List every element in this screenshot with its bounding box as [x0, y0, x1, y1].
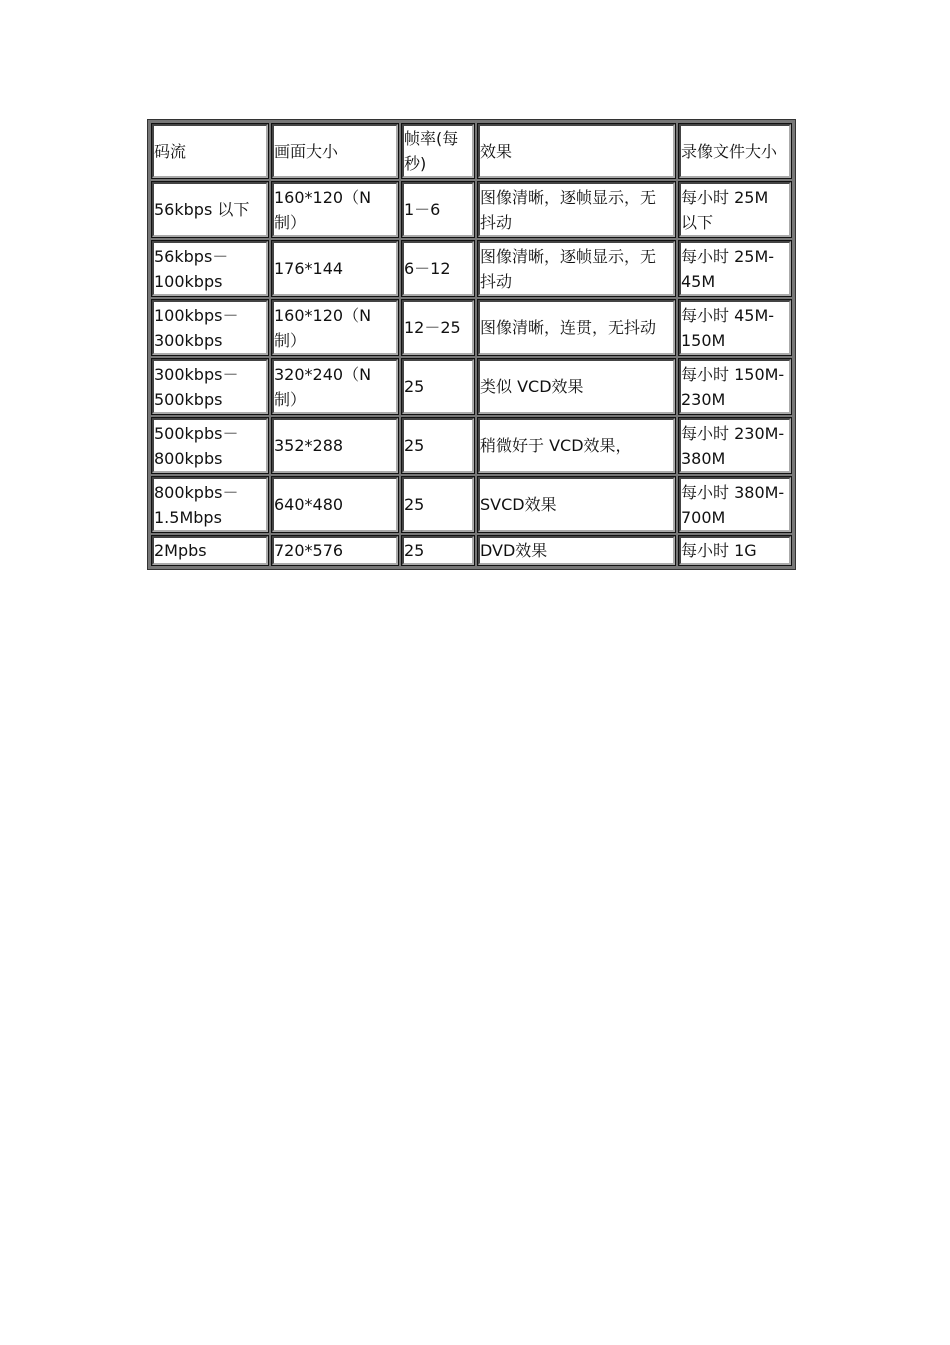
cell-file-size: 每小时 25M-45M	[679, 241, 791, 296]
header-resolution: 画面大小	[272, 124, 398, 178]
cell-framerate: 25	[402, 418, 474, 473]
cell-effect: SVCD效果	[478, 477, 675, 532]
header-framerate: 帧率(每秒)	[402, 124, 474, 178]
cell-file-size: 每小时 380M-700M	[679, 477, 791, 532]
cell-resolution: 160*120（N制）	[272, 300, 398, 355]
cell-effect: 图像清晰，逐帧显示，无抖动	[478, 182, 675, 237]
cell-framerate: 25	[402, 477, 474, 532]
table-row	[152, 182, 791, 237]
header-effect: 效果	[478, 124, 675, 178]
table-row	[152, 241, 791, 296]
cell-resolution: 160*120（N制）	[272, 182, 398, 237]
cell-bitrate: 2Mpbs	[152, 536, 268, 565]
table-header-row	[152, 124, 791, 178]
cell-resolution: 176*144	[272, 241, 398, 296]
table-row	[152, 359, 791, 414]
cell-framerate: 6－12	[402, 241, 474, 296]
cell-framerate: 25	[402, 359, 474, 414]
cell-bitrate: 300kbps－500kbps	[152, 359, 268, 414]
cell-file-size: 每小时 1G	[679, 536, 791, 565]
cell-resolution: 320*240（N制）	[272, 359, 398, 414]
cell-bitrate: 56kbps 以下	[152, 182, 268, 237]
cell-file-size: 每小时 45M-150M	[679, 300, 791, 355]
cell-file-size: 每小时 25M 以下	[679, 182, 791, 237]
cell-effect: DVD效果	[478, 536, 675, 565]
cell-framerate: 1－6	[402, 182, 474, 237]
bitrate-spec-table	[147, 119, 796, 570]
cell-resolution: 720*576	[272, 536, 398, 565]
cell-bitrate: 800kpbs－1.5Mbps	[152, 477, 268, 532]
cell-file-size: 每小时 150M-230M	[679, 359, 791, 414]
cell-framerate: 25	[402, 536, 474, 565]
cell-resolution: 640*480	[272, 477, 398, 532]
table-row	[152, 418, 791, 473]
cell-file-size: 每小时 230M-380M	[679, 418, 791, 473]
table-row	[152, 477, 791, 532]
cell-bitrate: 56kbps－100kbps	[152, 241, 268, 296]
cell-framerate: 12－25	[402, 300, 474, 355]
header-bitrate: 码流	[152, 124, 268, 178]
table-row	[152, 536, 791, 565]
header-file-size: 录像文件大小	[679, 124, 791, 178]
cell-effect: 图像清晰，连贯，无抖动	[478, 300, 675, 355]
cell-effect: 稍微好于 VCD效果，	[478, 418, 675, 473]
cell-effect: 类似 VCD效果	[478, 359, 675, 414]
cell-effect: 图像清晰，逐帧显示，无抖动	[478, 241, 675, 296]
table-row	[152, 300, 791, 355]
cell-bitrate: 100kbps－300kbps	[152, 300, 268, 355]
cell-resolution: 352*288	[272, 418, 398, 473]
cell-bitrate: 500kpbs－800kpbs	[152, 418, 268, 473]
